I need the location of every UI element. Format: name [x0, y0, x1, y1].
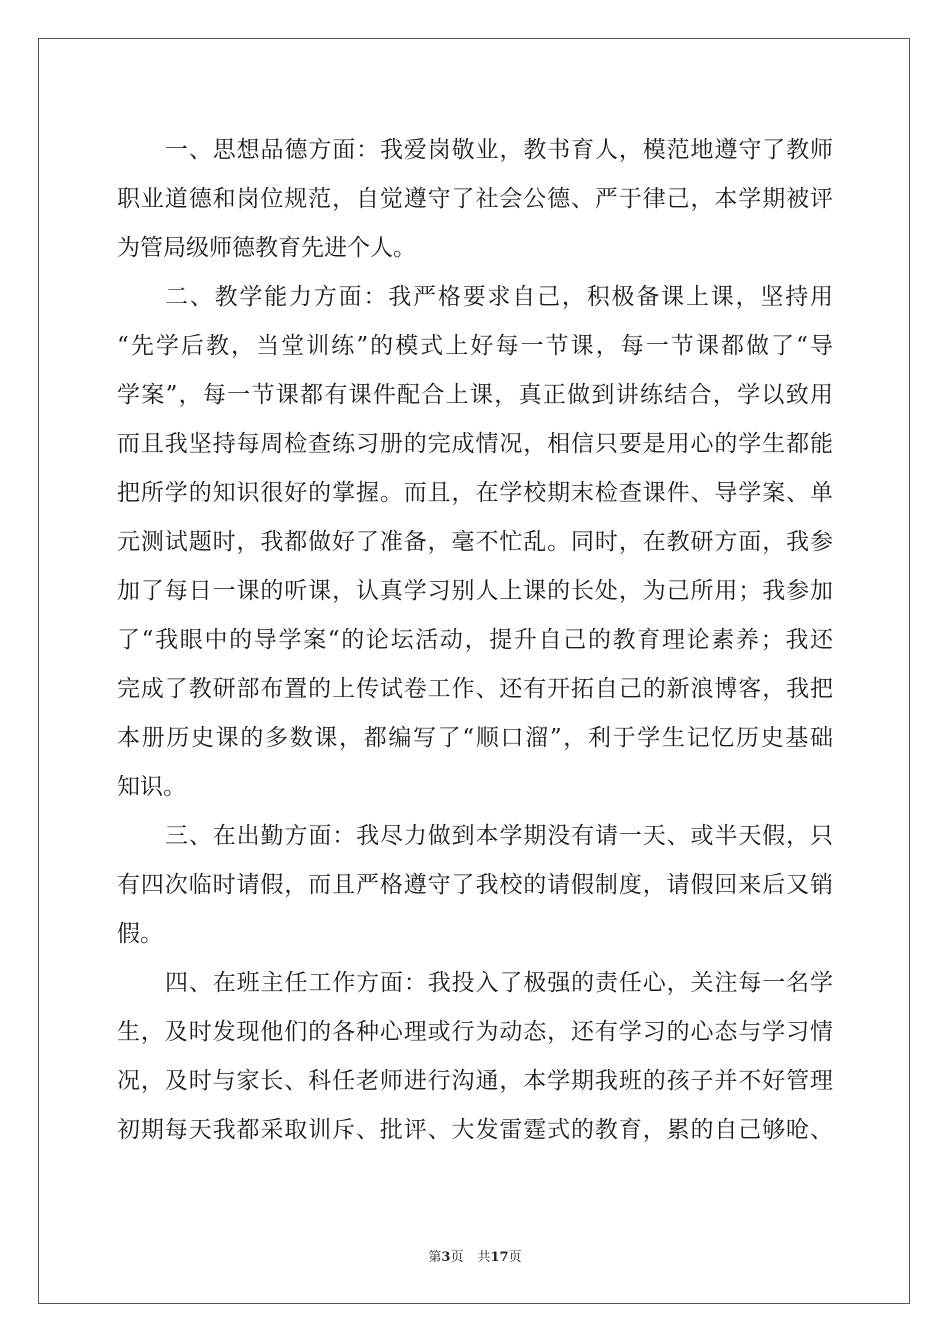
text-line: 假。 — [117, 921, 163, 947]
text-line: 元测试题时，我都做好了准备，毫不忙乱。同时，在教研方面，我参 — [117, 529, 833, 555]
paragraph-attendance — [117, 812, 833, 959]
text-line: 四、在班主任工作方面：我投入了极强的责任心，关注每一名学 — [165, 970, 833, 996]
text-line: 一、思想品德方面：我爱岗敬业，教书育人，模范地遵守了教师 — [165, 137, 833, 163]
paragraph-ideology — [117, 126, 833, 273]
document-body — [117, 126, 833, 1155]
page-footer — [0, 1246, 950, 1265]
text-line: 为管局级师德教育先进个人。 — [117, 235, 416, 261]
page-prefix: 第 — [428, 1250, 442, 1265]
text-line: 加了每日一课的听课，认真学习别人上课的长处，为己所用；我参加 — [117, 578, 833, 604]
text-line: 完成了教研部布置的上传试卷工作、还有开拓自己的新浪博客，我把 — [117, 676, 833, 702]
text-line: 二、教学能力方面：我严格要求自己，积极备课上课，坚持用 — [165, 284, 833, 310]
text-line: 职业道德和岗位规范，自觉遵守了社会公德、严于律己，本学期被评 — [117, 186, 833, 212]
page-total: 17 — [490, 1250, 509, 1265]
text-line: 生，及时发现他们的各种心理或行为动态，还有学习的心态与学习情 — [117, 1019, 833, 1045]
text-line: 本册历史课的多数课，都编写了“顺口溜”，利于学生记忆历史基础 — [117, 725, 833, 751]
text-line: 三、在出勤方面：我尽力做到本学期没有请一天、或半天假，只 — [165, 823, 833, 849]
page-suffix: 页 — [450, 1250, 464, 1265]
total-prefix: 共 — [477, 1250, 491, 1265]
paragraph-class-teacher — [117, 959, 833, 1155]
text-line: 把所学的知识很好的掌握。而且，在学校期末检查课件、导学案、单 — [117, 480, 833, 506]
text-line: “先学后教，当堂训练”的模式上好每一节课，每一节课都做了“导 — [117, 333, 833, 359]
text-line: 初期每天我都采取训斥、批评、大发雷霆式的教育，累的自己够呛、 — [117, 1117, 833, 1143]
text-line: 有四次临时请假，而且严格遵守了我校的请假制度，请假回来后又销 — [117, 872, 833, 898]
text-line: 了“我眼中的导学案“的论坛活动，提升自己的教育理论素养；我还 — [117, 627, 833, 653]
text-line: 而且我坚持每周检查练习册的完成情况，相信只要是用心的学生都能 — [117, 431, 833, 457]
total-suffix: 页 — [508, 1250, 522, 1265]
text-line: 学案”，每一节课都有课件配合上课，真正做到讲练结合，学以致用 — [117, 382, 833, 408]
page-current: 3 — [441, 1250, 451, 1265]
text-line: 况，及时与家长、科任老师进行沟通，本学期我班的孩子并不好管理 — [117, 1068, 833, 1094]
paragraph-teaching — [117, 273, 833, 812]
text-line: 知识。 — [117, 774, 186, 800]
